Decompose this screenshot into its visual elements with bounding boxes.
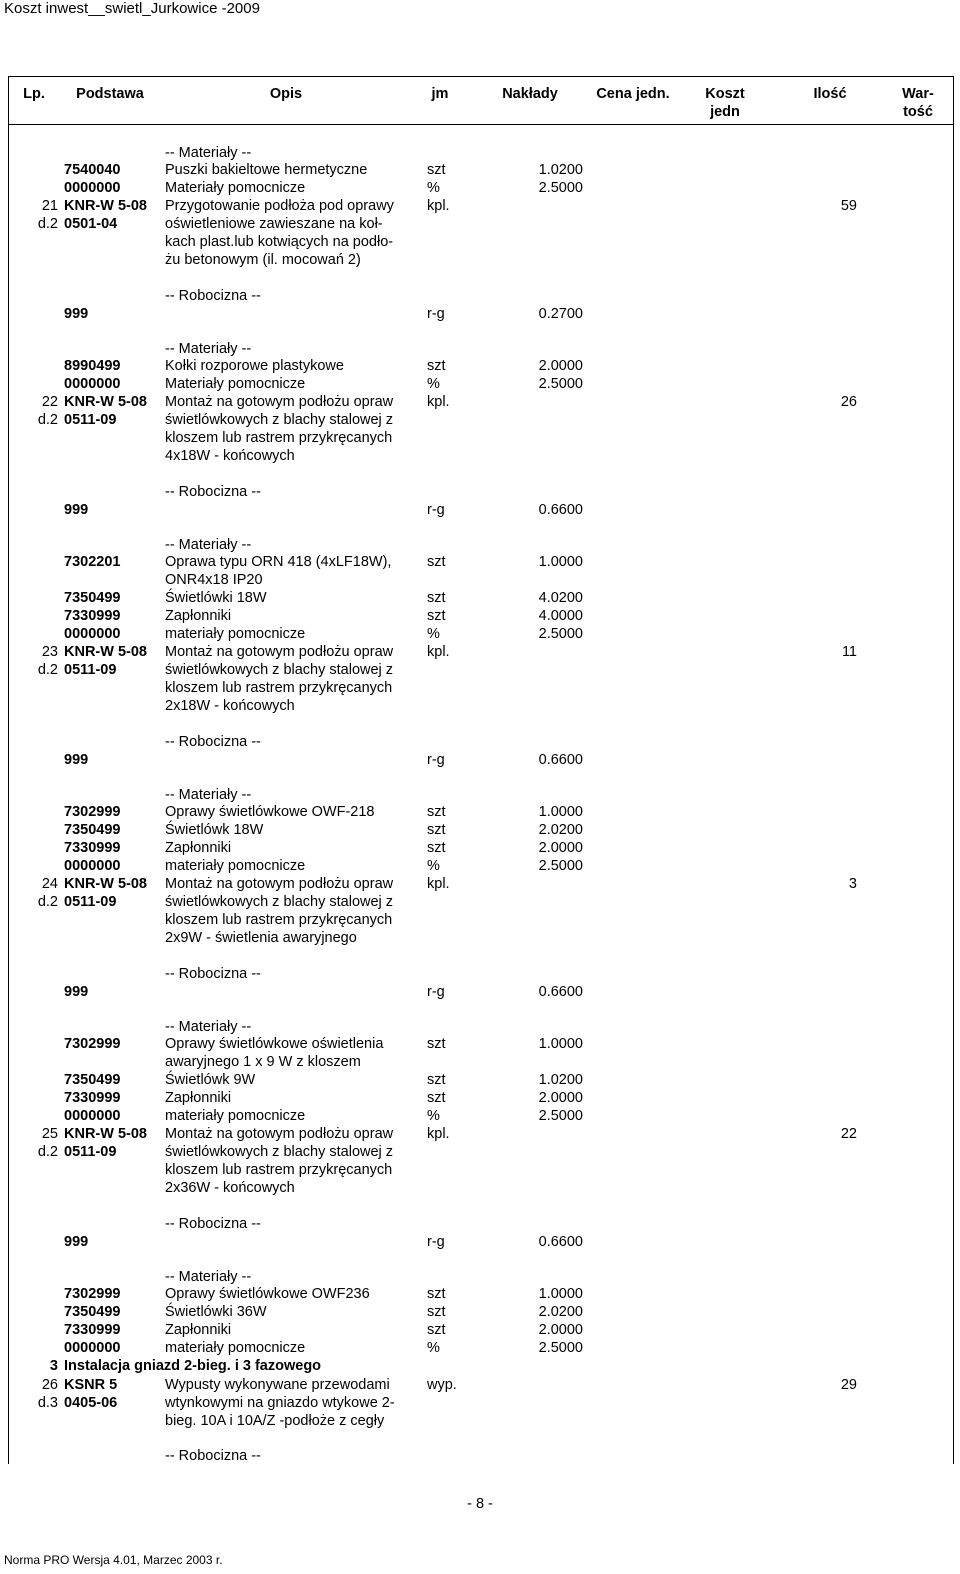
cell-lp: 24 [41,876,58,892]
cell-code: 7350499 [64,1304,121,1320]
cell-unit: % [427,858,440,874]
cell-code: 0000000 [64,376,121,392]
cell-ilosc: 29 [840,1377,857,1393]
document-title: Koszt inwest__swietl_Jurkowice -2009 [4,0,260,17]
cell-unit: wyp. [427,1377,457,1393]
cell-desc: Zapłonniki [165,840,232,856]
header-wartosc: War- [902,86,934,102]
table-top-border [8,76,954,77]
cell-code: 0000000 [64,858,121,874]
header-ilosc: Ilość [813,86,847,102]
cell-desc: Montaż na gotowym podłożu opraw [165,394,394,410]
cell-qty: 2.0000 [538,840,583,856]
cell-qty: 2.5000 [538,626,583,642]
cell-lp: d.2 [37,216,58,232]
cell-ilosc: 59 [840,198,857,214]
cell-desc: 4x18W - końcowych [165,448,295,464]
cell-desc: kach plast.lub kotwiących na podło- [165,234,394,250]
cell-unit: % [427,180,440,196]
cell-desc: Zapłonniki [165,1322,232,1338]
cell-qty: 1.0000 [538,804,583,820]
cell-ilosc: 3 [848,876,857,892]
cell-desc: świetlówkowych z blachy stalowej z [165,662,394,678]
cell-desc: Świetlówk 9W [165,1072,256,1088]
cell-code: 0000000 [64,1340,121,1356]
cell-qty: 1.0200 [538,1072,583,1088]
cell-code: 0501-04 [64,216,118,232]
cell-code: 8990499 [64,358,121,374]
cell-code: 0511-09 [64,1144,117,1160]
cell-qty: 2.0200 [538,1304,583,1320]
header-opis: Opis [269,86,303,102]
header-cena: Cena jedn. [596,86,670,102]
cell-desc: -- Robocizna -- [165,966,261,982]
cell-section: Instalacja gniazd 2-bieg. i 3 fazowego [64,1358,322,1374]
cell-qty: 0.6600 [538,984,583,1000]
cell-qty: 1.0200 [538,162,583,178]
cell-unit: % [427,1340,440,1356]
cell-qty: 1.0000 [538,554,583,570]
cell-desc: Świetlówki 36W [165,1304,267,1320]
cell-code: KNR-W 5-08 [64,876,147,892]
cell-qty: 2.5000 [538,858,583,874]
cell-unit: r-g [427,306,445,322]
cell-code: 7540040 [64,162,121,178]
cell-desc: kloszem lub rastrem przykręcanych [165,912,393,928]
cell-desc: -- Materiały -- [165,1269,252,1285]
cell-code: 0511-09 [64,894,117,910]
cell-code: KNR-W 5-08 [64,644,147,660]
cell-desc: ONR4x18 IP20 [165,572,263,588]
cell-qty: 2.0000 [538,1090,583,1106]
cell-unit: szt [427,1286,446,1302]
cell-qty: 0.6600 [538,1234,583,1250]
cell-code: KNR-W 5-08 [64,1126,147,1142]
cell-desc: świetlówkowych z blachy stalowej z [165,412,394,428]
cell-unit: szt [427,804,446,820]
cell-lp: d.2 [37,1144,58,1160]
cell-unit: szt [427,822,446,838]
cell-unit: kpl. [427,644,450,660]
cell-unit: szt [427,162,446,178]
header-wartosc-2: tość [903,104,933,120]
cell-desc: bieg. 10A i 10A/Z -podłoże z cegły [165,1413,385,1429]
cell-desc: kloszem lub rastrem przykręcanych [165,680,393,696]
cell-unit: % [427,626,440,642]
cell-unit: r-g [427,984,445,1000]
cell-ilosc: 11 [841,644,857,660]
cell-desc: 2x36W - końcowych [165,1180,295,1196]
cell-lp: d.2 [37,662,58,678]
table-right-border [953,76,954,1464]
cell-unit: kpl. [427,394,450,410]
cell-desc: -- Robocizna -- [165,734,261,750]
cell-unit: szt [427,608,446,624]
cell-ilosc: 22 [840,1126,857,1142]
cell-code: 7350499 [64,590,121,606]
cell-desc: oświetleniowe zawieszane na koł- [165,216,383,232]
cell-desc: materiały pomocnicze [165,1340,306,1356]
cell-qty: 2.0200 [538,822,583,838]
cell-qty: 1.0000 [538,1286,583,1302]
cell-desc: -- Materiały -- [165,537,252,553]
cell-code: KSNR 5 [64,1377,118,1393]
header-lp: Lp. [23,86,45,102]
cell-desc: 2x9W - świetlenia awaryjnego [165,930,357,946]
cell-lp: d.3 [37,1395,58,1411]
cell-code: KNR-W 5-08 [64,394,147,410]
cell-code: 0000000 [64,1108,121,1124]
cell-lp: 25 [41,1126,58,1142]
cell-desc: świetlówkowych z blachy stalowej z [165,1144,394,1160]
cell-code: 7350499 [64,822,121,838]
cell-code: 0511-09 [64,662,117,678]
header-bottom-border [8,124,954,125]
cell-qty: 1.0000 [538,1036,583,1052]
cell-qty: 2.0000 [538,358,583,374]
cell-desc: Montaż na gotowym podłożu opraw [165,876,394,892]
cell-lp: 22 [41,394,58,410]
cell-desc: Puszki bakieltowe hermetyczne [165,162,368,178]
cell-desc: materiały pomocnicze [165,626,306,642]
cell-unit: kpl. [427,1126,450,1142]
cell-desc: Oprawy świetlówkowe oświetlenia [165,1036,384,1052]
page-number: - 8 - [467,1496,493,1512]
cell-desc: Świetlówk 18W [165,822,264,838]
cell-desc: Montaż na gotowym podłożu opraw [165,1126,394,1142]
cell-desc: Świetlówki 18W [165,590,267,606]
cell-unit: szt [427,1304,446,1320]
cell-desc: kloszem lub rastrem przykręcanych [165,430,393,446]
cell-code: 7330999 [64,1090,121,1106]
cell-unit: szt [427,1036,446,1052]
cell-lp: 23 [41,644,58,660]
cell-unit: szt [427,840,446,856]
cell-code: 0000000 [64,180,121,196]
cell-desc: Zapłonniki [165,608,232,624]
cell-code: 999 [64,752,89,768]
cell-code: KNR-W 5-08 [64,198,147,214]
cell-code: 7330999 [64,608,121,624]
cell-unit: szt [427,554,446,570]
cell-desc: -- Materiały -- [165,341,252,357]
cell-desc: Materiały pomocnicze [165,180,306,196]
cell-desc: -- Materiały -- [165,787,252,803]
cell-desc: Przygotowanie podłoża pod oprawy [165,198,394,214]
cell-unit: % [427,1108,440,1124]
cell-unit: kpl. [427,198,450,214]
cell-desc: 2x18W - końcowych [165,698,295,714]
cell-qty: 2.5000 [538,180,583,196]
cell-desc: Montaż na gotowym podłożu opraw [165,644,394,660]
cell-qty: 2.5000 [538,1340,583,1356]
cell-qty: 2.5000 [538,376,583,392]
cell-desc: Oprawa typu ORN 418 (4xLF18W), [165,554,392,570]
cell-lp: 3 [49,1358,58,1374]
cell-lp: 21 [41,198,58,214]
cell-desc: Oprawy świetlówkowe OWF236 [165,1286,370,1302]
cell-code: 0000000 [64,626,121,642]
cell-desc: -- Robocizna -- [165,484,261,500]
cell-ilosc: 26 [840,394,857,410]
cell-desc: -- Robocizna -- [165,288,261,304]
cell-unit: r-g [427,1234,445,1250]
cell-desc: -- Materiały -- [165,145,252,161]
header-koszt-jedn: jedn [710,104,740,120]
cell-unit: szt [427,1090,446,1106]
cell-lp: d.2 [37,412,58,428]
cell-code: 999 [64,502,89,518]
cell-unit: szt [427,590,446,606]
cell-code: 7330999 [64,1322,121,1338]
cell-unit: % [427,376,440,392]
cell-unit: szt [427,358,446,374]
cell-desc: Oprawy świetlówkowe OWF-218 [165,804,375,820]
cell-code: 7302201 [64,554,121,570]
header-podstawa: Podstawa [76,86,144,102]
cell-qty: 2.5000 [538,1108,583,1124]
cell-code: 7330999 [64,840,121,856]
cell-unit: szt [427,1322,446,1338]
cell-code: 7302999 [64,1036,121,1052]
cell-qty: 0.6600 [538,752,583,768]
header-naklady: Nakłady [502,86,558,102]
header-jm: jm [431,86,449,102]
cell-code: 0405-06 [64,1395,118,1411]
cell-lp: d.2 [37,894,58,910]
cell-desc: awaryjnego 1 x 9 W z kloszem [165,1054,361,1070]
cell-lp: 26 [41,1377,58,1393]
cell-unit: kpl. [427,876,450,892]
cell-qty: 0.2700 [538,306,583,322]
cell-unit: r-g [427,752,445,768]
cell-desc: świetlówkowych z blachy stalowej z [165,894,394,910]
cell-desc: Kołki rozporowe plastykowe [165,358,344,374]
footer-software-version: Norma PRO Wersja 4.01, Marzec 2003 r. [4,1553,223,1567]
cell-desc: Wypusty wykonywane przewodami [165,1377,390,1393]
cell-code: 999 [64,1234,89,1250]
header-koszt: Koszt [705,86,745,102]
table-left-border [8,76,9,1464]
cell-qty: 4.0000 [538,608,583,624]
cell-desc: materiały pomocnicze [165,858,306,874]
cell-code: 7350499 [64,1072,121,1088]
cell-desc: kloszem lub rastrem przykręcanych [165,1162,393,1178]
cell-desc: -- Robocizna -- [165,1216,261,1232]
cell-code: 7302999 [64,1286,121,1302]
cell-code: 999 [64,306,89,322]
cell-desc: Zapłonniki [165,1090,232,1106]
cell-desc: wtynkowymi na gniazdo wtykowe 2- [165,1395,395,1411]
cell-desc: żu betonowym (il. mocowań 2) [165,252,361,268]
cell-qty: 4.0200 [538,590,583,606]
cell-desc: materiały pomocnicze [165,1108,306,1124]
cell-code: 0511-09 [64,412,117,428]
cell-desc: -- Robocizna -- [165,1448,261,1464]
cell-code: 999 [64,984,89,1000]
cell-unit: szt [427,1072,446,1088]
cell-qty: 2.0000 [538,1322,583,1338]
cell-qty: 0.6600 [538,502,583,518]
cell-code: 7302999 [64,804,121,820]
cell-desc: Materiały pomocnicze [165,376,306,392]
cell-unit: r-g [427,502,445,518]
cell-desc: -- Materiały -- [165,1019,252,1035]
